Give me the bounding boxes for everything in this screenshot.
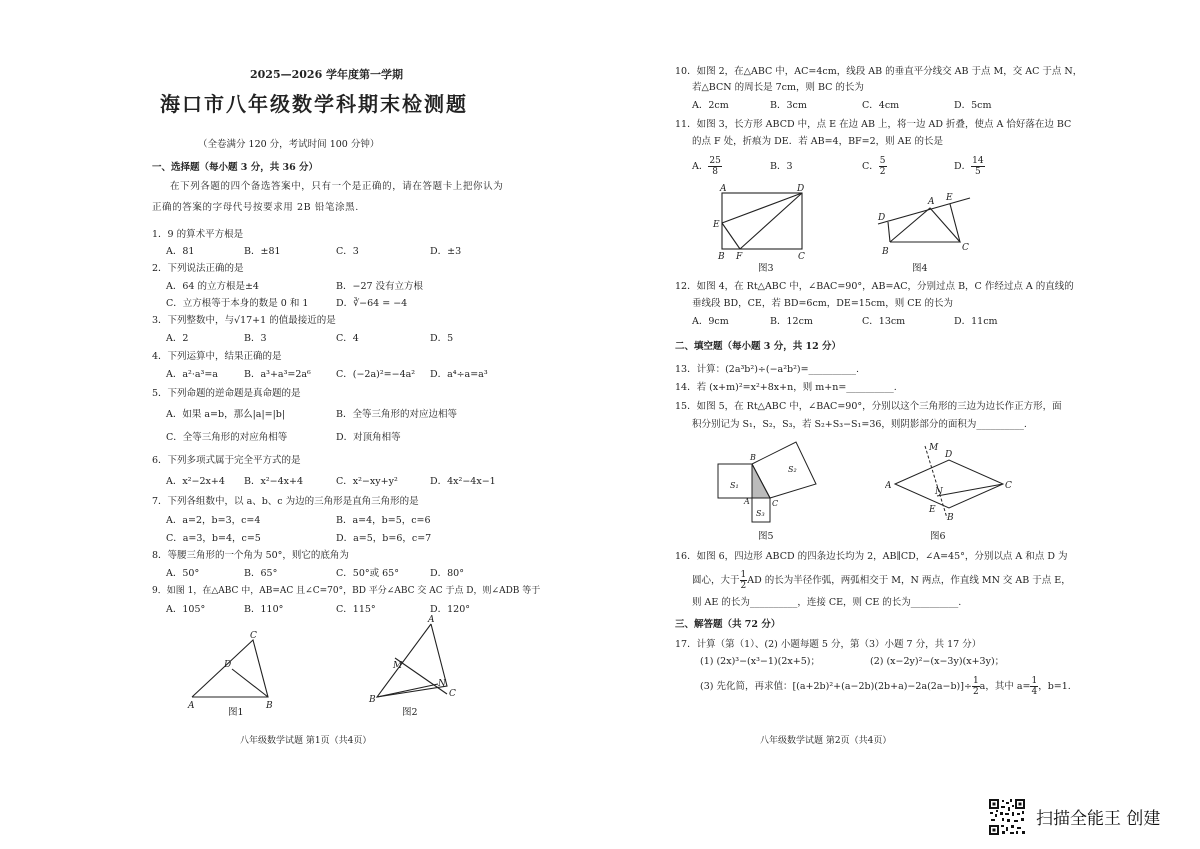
q3-option-c: C．4 [336,333,359,344]
label-b: B [266,701,273,711]
school-year: 2025—2026 学年度第一学期 [250,68,404,81]
q11-stem-line-1: 11．如图 3，长方形 ABCD 中，点 E 在边 AB 上，将一边 AD 折叠，使点 A 恰好落在边 BC [675,119,1072,130]
label-m: M [393,661,403,671]
numerator: 1 [972,676,979,686]
q12-option-c: C．13cm [862,316,906,327]
q8-option-a: A．50° [166,568,200,579]
denominator: 2 [972,687,979,697]
q10-option-d: D．5cm [954,100,992,111]
label-e: E [929,505,936,515]
q7-option-d: D．a=5，b=6，c=7 [336,533,432,544]
q9-option-b: B．110° [244,604,284,615]
q3-option-b: B．3 [244,333,267,344]
q6-option-c: C．x²−xy+y² [336,476,398,487]
q5-option-c: C．全等三角形的对应角相等 [166,432,288,443]
q16-stem-line-3: 则 AE 的长为__________，连接 CE，则 CE 的长为__________. [692,597,962,608]
section-1-heading: 一、选择题（每小题 3 分，共 36 分） [152,162,319,173]
q7-stem: 7．下列各组数中，以 a、b、c 为边的三角形是直角三角形的是 [152,496,419,507]
segment-bn [377,684,438,697]
section-3-heading: 三、解答题（共 72 分） [675,619,781,630]
q16-text: AD 的长为半径作弧，两弧相交于 M，N 两点，作直线 MN 交 AB 于点 E， [747,575,1071,586]
denominator: 2 [879,167,886,177]
q11-option-a-letter: A． [692,161,709,172]
figure-5-squares [712,436,822,528]
qr-code-icon [988,798,1026,836]
q2-option-a: A．64 的立方根是±4 [166,281,259,292]
label-n: N [935,487,943,497]
figure-1-caption: 图1 [228,707,244,718]
label-e: E [713,220,720,230]
q12-stem-line-2: 垂线段 BD，CE，若 BD=6cm，DE=15cm，则 CE 的长为 [692,298,953,309]
label-a: A [720,184,727,194]
q14-stem: 14．若 (x+m)²=x²+8x+n，则 m+n=__________. [675,382,897,393]
q4-option-a: A．a²·a³=a [166,369,218,380]
bisector-bd [232,669,268,697]
denominator: 4 [1031,687,1038,697]
q3-option-a: A．2 [166,333,189,344]
q10-stem-line-2: 若△BCN 的周长是 7cm，则 BC 的长为 [692,82,864,93]
q7-option-b: B．a=4，b=5，c=6 [336,515,431,526]
denominator: 8 [712,167,718,177]
q16-text: 圆心，大于 [692,575,740,586]
q17-part-3-text: (3) 先化简，再求值：[(a+2b)²+(a−2b)(2b+a)−2a(2a−b)]÷ [700,681,972,692]
q4-option-b: B．a³+a³=2a⁶ [244,369,311,380]
q11-option-d [954,156,985,177]
figure-2-caption: 图2 [402,707,418,718]
label-b: B [369,695,376,705]
q10-stem-line-1: 10．如图 2，在△ABC 中，AC=4cm，线段 AB 的垂直平分线交 AB 于点 M，交 AC 于点 N， [675,66,1083,77]
triangle-abc [890,208,960,242]
exam-note: （全卷满分 120 分，考试时间 100 分钟） [198,139,380,150]
q4-stem: 4．下列运算中，结果正确的是 [152,351,282,362]
q12-option-b: B．12cm [770,316,813,327]
q7-option-c: C．a=3，b=4，c=5 [166,533,261,544]
q17-part-3 [700,676,1071,697]
scanner-watermark-text: 扫描全能王 创建 [1036,809,1161,829]
q2-stem: 2．下列说法正确的是 [152,263,244,274]
q9-stem: 9．如图 1，在△ABC 中，AB=AC 且∠C=70°，BD 平分∠ABC 交 AC 于点 D，则∠ADB 等于 [152,586,541,596]
label-b: B [882,247,889,257]
label-n: N [438,679,446,689]
label-d: D [224,660,232,670]
label-a: A [885,481,892,491]
numerator: 1 [740,570,747,580]
label-s2: S₂ [788,465,797,474]
q6-option-b: B．x²−4x+4 [244,476,304,487]
q1-stem: 1．9 的算术平方根是 [152,229,244,240]
q5-option-d: D．对顶角相等 [336,432,401,443]
numerator: 25 [709,156,721,166]
q11-stem-line-2: 的点 F 处，折痕为 DE．若 AB=4，BF=2，则 AE 的长是 [692,136,943,147]
label-c: C [449,689,456,699]
q10-option-b: B．3cm [770,100,807,111]
label-b: B [750,453,756,462]
q11-option-b: B．3 [770,161,793,172]
figure-6-caption: 图6 [930,531,946,542]
q2-option-d: D．∛−64 = −4 [336,298,408,309]
q6-option-a: A．x²−2x+4 [166,476,225,487]
q8-option-b: B．65° [244,568,278,579]
q4-option-c: C．(−2a)²=−4a² [336,369,416,380]
q13-stem: 13．计算：(2a³b²)÷(−a²b²)=__________. [675,364,860,375]
q11-option-d-letter: D． [954,161,972,172]
q6-stem: 6．下列多项式属于完全平方式的是 [152,455,301,466]
label-s1: S₁ [730,481,739,490]
perpendicular-bd [888,222,890,242]
label-c: C [798,252,805,262]
q6-option-d: D．4x²−4x−1 [430,476,496,487]
q11-option-a [692,156,722,177]
q17-part-3-text: ，b=1. [1038,681,1071,692]
instruction-line-1: 在下列各题的四个备选答案中，只有一个是正确的，请在答题卡上把你认为 [170,181,504,192]
q8-option-d: D．80° [430,568,464,579]
q2-option-c: C．立方根等于本身的数是 0 和 1 [166,298,309,309]
q9-option-a: A．105° [166,604,206,615]
instruction-line-2: 正确的答案的字母代号按要求用 2B 铅笔涂黑. [152,202,359,213]
label-b: B [718,252,725,262]
q3-stem: 3．下列整数中，与√17+1 的值最接近的是 [152,315,336,326]
figure-2-triangle [365,612,460,707]
label-d: D [797,184,805,194]
line-through-a [878,198,970,224]
q11-option-c-letter: C． [862,161,879,172]
q11-option-c-fraction [879,156,887,177]
figure-6-rhombus [885,440,1015,525]
q12-option-a: A．9cm [692,316,729,327]
figure-3-rectangle [712,183,812,263]
q2-option-b: B．−27 没有立方根 [336,281,424,292]
numerator: 1 [1031,676,1038,686]
q11-option-a-fraction [708,156,721,177]
q17-part-3-text: a，其中 a= [979,681,1031,692]
q8-stem: 8．等腰三角形的一个角为 50°，则它的底角为 [152,550,349,561]
label-c: C [962,243,969,253]
q17-stem: 17．计算（第（1）、(2) 小题每题 5 分，第（3）小题 7 分，共 17 分） [675,639,982,650]
figure-4-caption: 图4 [912,263,928,274]
q5-option-b: B．全等三角形的对应边相等 [336,409,457,420]
q1-option-a: A．81 [166,246,195,257]
label-a: A [744,497,750,506]
label-s3: S₃ [756,509,765,518]
q7-option-a: A．a=2，b=3，c=4 [166,515,261,526]
label-m: M [929,443,939,453]
rhombus-abcd [895,460,1003,508]
label-e: E [946,193,953,203]
q1-option-d: D．±3 [430,246,462,257]
section-2-heading: 二、填空题（每小题 3 分，共 12 分） [675,341,842,352]
q17-part-1: (1) (2x)³−(x³−1)(2x+5)； [700,656,820,667]
segment-ce [937,484,1003,496]
q5-stem: 5．下列命题的逆命题是真命题的是 [152,388,301,399]
q1-option-c: C．3 [336,246,359,257]
q11-option-c [862,156,887,177]
denominator: 5 [974,167,981,177]
q8-option-c: C．50°或 65° [336,568,399,579]
label-c: C [772,499,779,508]
label-c: C [250,631,257,641]
segment-fd [740,193,802,249]
label-d: D [878,213,886,223]
q5-option-a: A．如果 a=b，那么|a|=|b| [166,409,286,420]
exam-title: 海口市八年级数学科期末检测题 [160,92,468,116]
exam-page-2 [600,0,1200,849]
figure-1-triangle [180,630,290,715]
q17-part-2: (2) (x−2y)²−(x−3y)(x+3y)； [870,656,1005,667]
page-1-footer: 八年级数学试题 第1页（共4页） [240,736,372,746]
triangle-abc [377,624,447,697]
label-a: A [428,615,435,625]
fold-de [722,193,802,223]
figure-4-triangle [872,190,982,262]
q9-option-c: C．115° [336,604,376,615]
q3-option-d: D．5 [430,333,454,344]
q15-stem-line-2: 积分别记为 S₁，S₂，S₃，若 S₂+S₃−S₁=36，则阴影部分的面积为__________. [692,419,1027,430]
label-d: D [945,450,953,460]
denominator: 2 [740,581,747,591]
page-2-footer: 八年级数学试题 第2页（共4页） [760,736,892,746]
q17-half-fraction [972,676,980,697]
label-f: F [736,252,743,262]
q16-stem-line-1: 16．如图 6，四边形 ABCD 的四条边长均为 2，AB∥CD，∠A=45°，分别以点 A 和点 D 为 [675,551,1068,562]
q16-stem-line-2 [692,570,1071,591]
label-c: C [1005,481,1012,491]
q12-option-d: D．11cm [954,316,998,327]
q10-option-c: C．4cm [862,100,900,111]
q9-option-d: D．120° [430,604,470,615]
q11-option-d-fraction [971,156,984,177]
numerator: 14 [972,156,984,166]
label-b: B [947,513,954,523]
segment-ef [722,223,740,249]
q4-option-d: D．a⁴÷a=a³ [430,369,488,380]
q15-stem-line-1: 15．如图 5，在 Rt△ABC 中，∠BAC=90°，分别以这个三角形的三边为边长作正方形，面 [675,401,1062,412]
q10-option-a: A．2cm [692,100,729,111]
q1-option-b: B．±81 [244,246,281,257]
label-a: A [928,197,935,207]
figure-3-caption: 图3 [758,263,774,274]
numerator: 5 [879,156,886,166]
figure-5-caption: 图5 [758,531,774,542]
q12-stem-line-1: 12．如图 4，在 Rt△ABC 中，∠BAC=90°，AB=AC，分别过点 B，C 作经过点 A 的直线的 [675,281,1074,292]
label-a: A [188,701,195,711]
